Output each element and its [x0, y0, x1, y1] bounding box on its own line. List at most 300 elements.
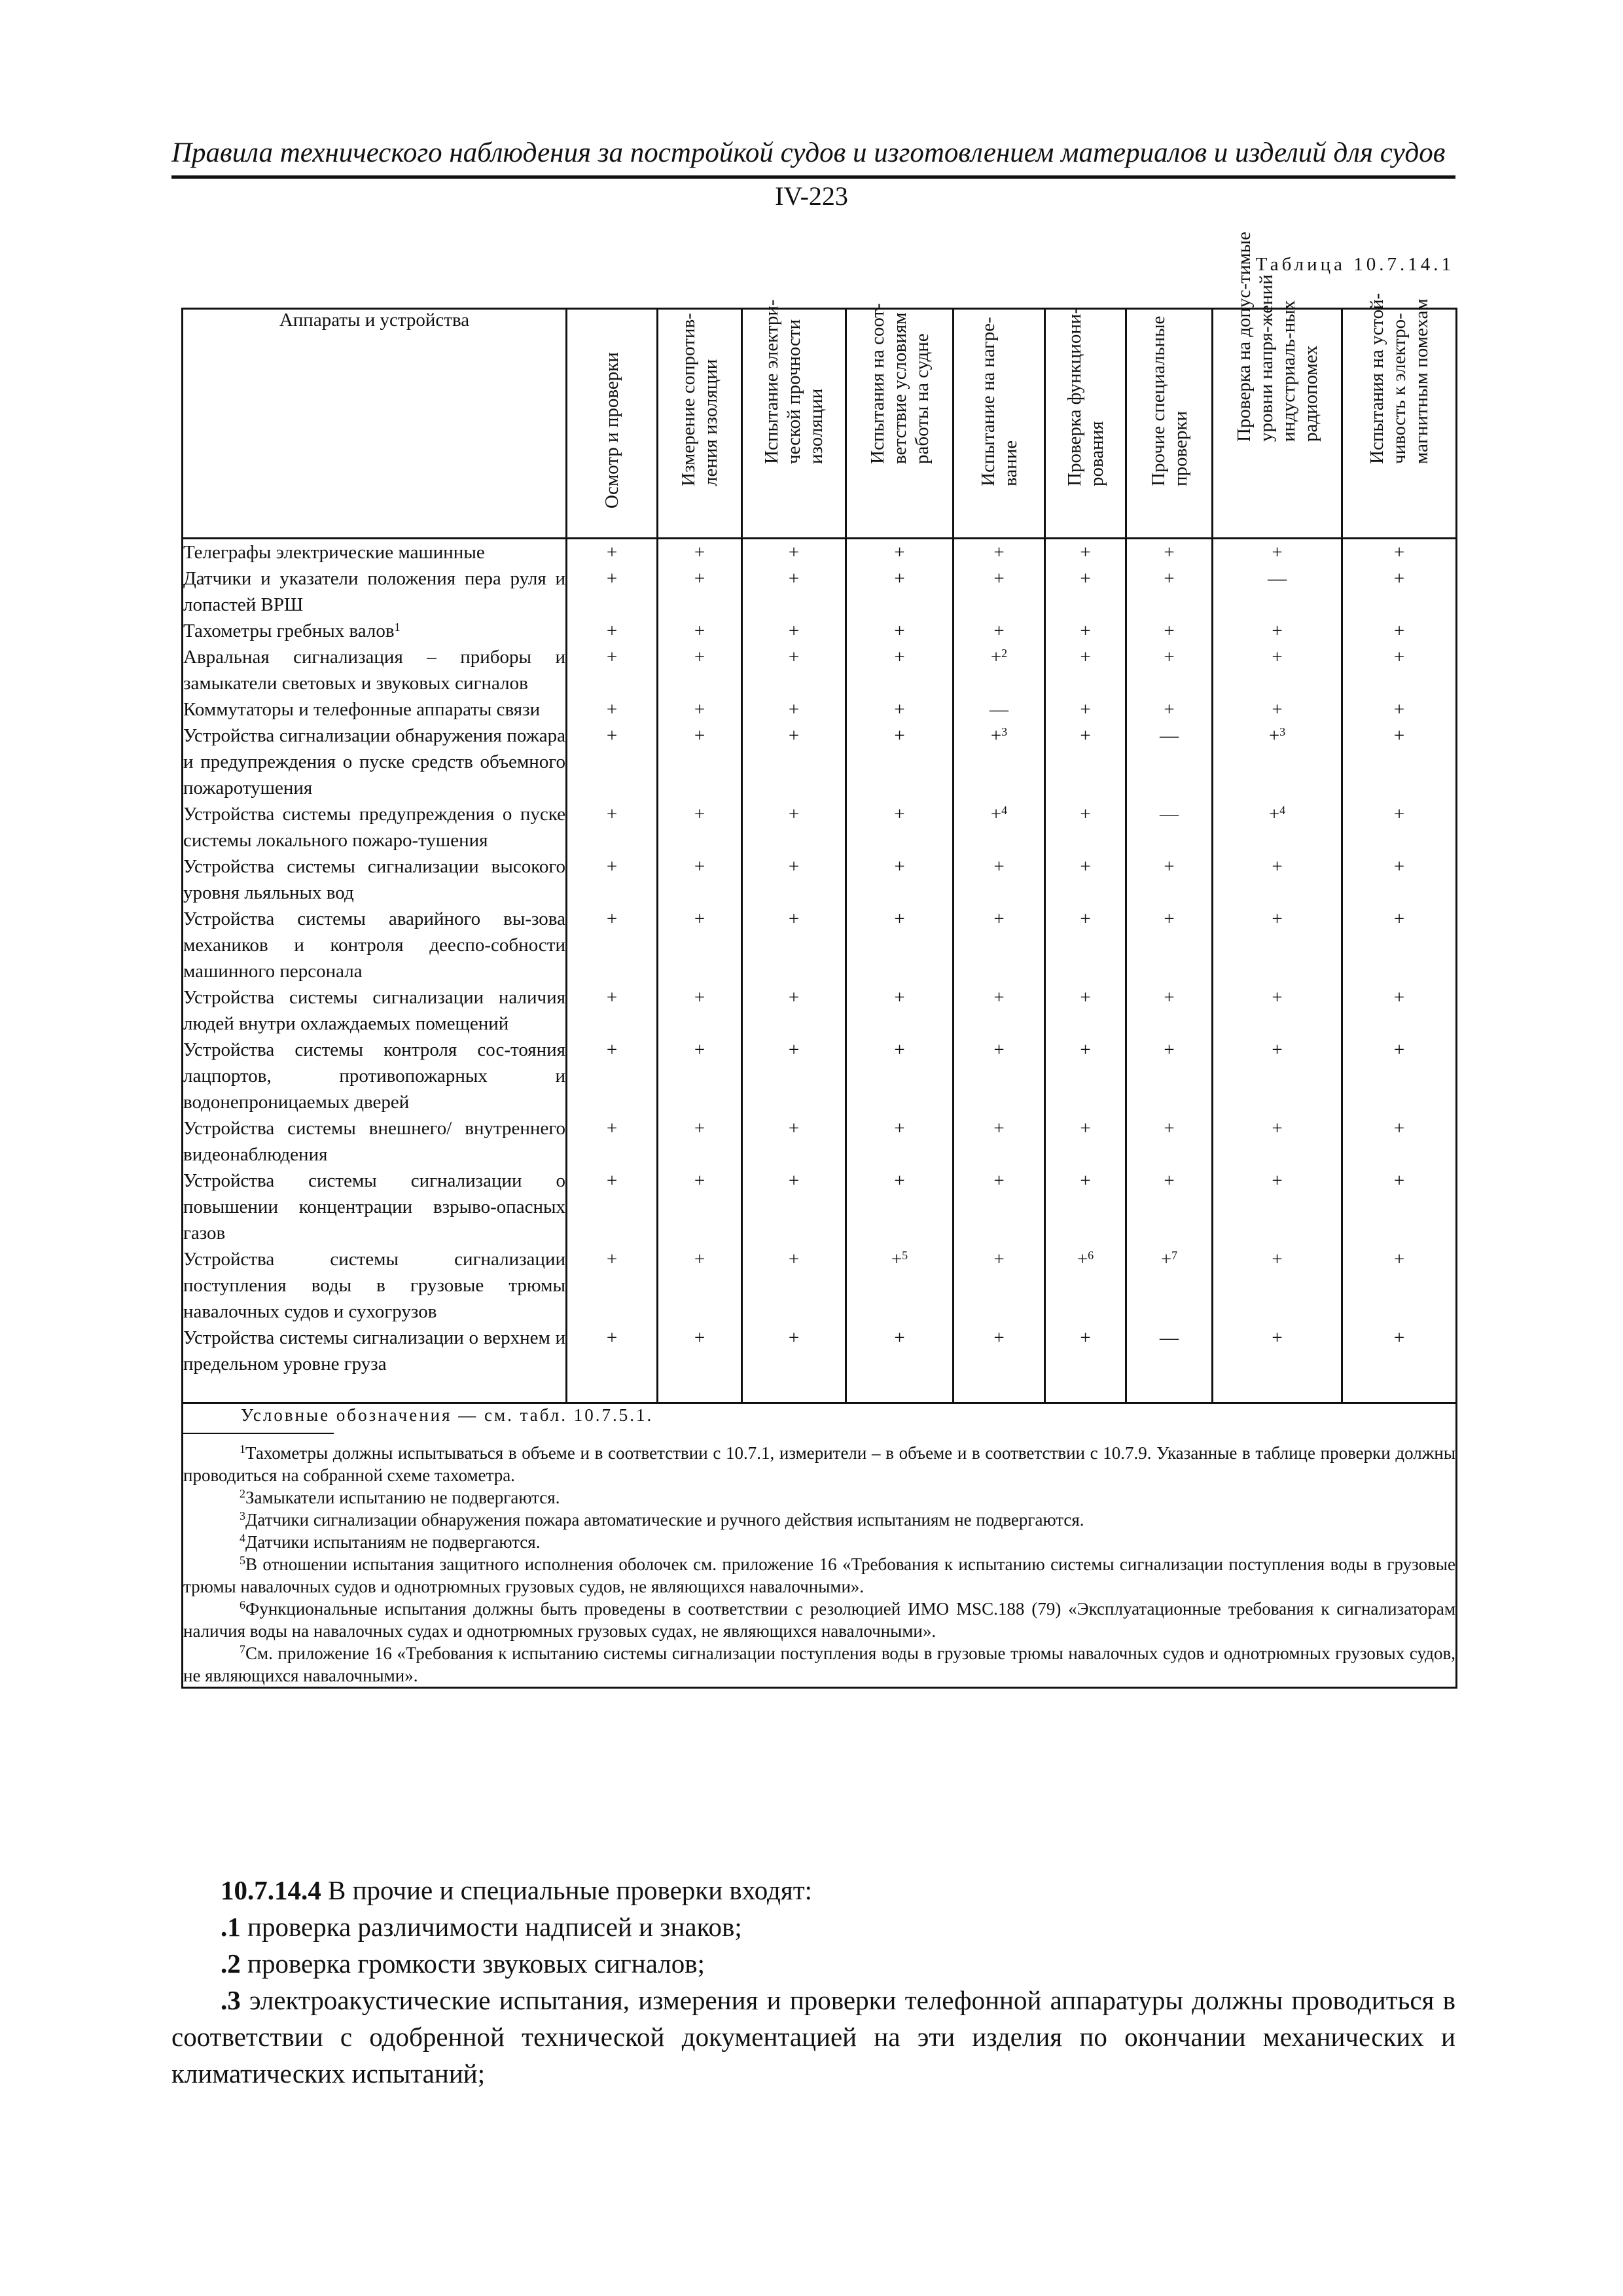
footnote-number: 3 — [240, 1509, 245, 1522]
mark-symbol: + — [894, 542, 905, 563]
mark-cell — [1045, 1168, 1126, 1246]
mark-symbol: + — [788, 699, 800, 720]
mark-symbol: + — [788, 1118, 800, 1139]
mark-symbol: + — [694, 1039, 705, 1060]
column-header-label: Испытание на нагре-вание — [977, 317, 1021, 486]
mark-symbol: + — [694, 725, 705, 746]
paragraph-text: проверка громкости звуковых сигналов; — [240, 1948, 705, 1979]
mark-symbol: + — [1080, 1327, 1091, 1348]
mark-symbol: + — [1080, 1118, 1091, 1139]
mark-symbol: + — [1268, 725, 1280, 746]
mark-symbol: + — [1164, 620, 1175, 641]
device-name-text: Устройства сигнализации обнаружения пожара и предупреждения о пуске средств объемного пожаротушения — [183, 725, 565, 798]
footnote-ref: 4 — [1279, 804, 1286, 817]
mark-cell — [954, 1168, 1045, 1246]
mark-symbol: + — [1164, 568, 1175, 589]
mark-symbol: — — [1160, 804, 1179, 825]
mark-cell — [846, 696, 954, 723]
mark-cell — [846, 565, 954, 618]
mark-cell — [954, 853, 1045, 906]
table-row — [183, 1168, 1457, 1246]
mark-cell — [1126, 539, 1213, 566]
mark-symbol: + — [894, 987, 905, 1008]
mark-symbol: + — [694, 647, 705, 668]
mark-cell — [1342, 1115, 1457, 1168]
device-name-text: Телеграфы электрические машинные — [183, 542, 485, 563]
mark-symbol: + — [1272, 987, 1283, 1008]
mark-symbol: + — [1080, 647, 1091, 668]
mark-symbol: + — [1164, 1118, 1175, 1139]
table-row — [183, 1325, 1457, 1403]
mark-cell — [742, 1037, 846, 1115]
mark-cell — [658, 984, 742, 1037]
mark-cell — [1342, 565, 1457, 618]
column-header — [954, 309, 1045, 539]
mark-symbol: + — [894, 725, 905, 746]
device-name — [183, 723, 567, 801]
body-paragraph — [171, 1872, 1455, 1909]
device-name-text: Устройства системы внешнего/ внутреннего видеонаблюдения — [183, 1118, 565, 1165]
mark-cell — [658, 696, 742, 723]
footnote-number: 7 — [240, 1643, 245, 1656]
mark-cell — [1126, 618, 1213, 644]
mark-cell — [1045, 1115, 1126, 1168]
mark-cell — [742, 723, 846, 801]
mark-symbol: + — [1272, 1249, 1283, 1270]
mark-cell — [1126, 906, 1213, 984]
mark-symbol: + — [606, 542, 618, 563]
mark-symbol: + — [788, 804, 800, 825]
mark-symbol: + — [1272, 542, 1283, 563]
device-name — [183, 801, 567, 853]
corner-header: Аппараты и устройства — [183, 309, 567, 539]
mark-symbol: + — [1272, 1039, 1283, 1060]
mark-symbol: + — [1393, 620, 1405, 641]
mark-cell — [846, 1115, 954, 1168]
mark-cell — [1342, 853, 1457, 906]
mark-cell — [742, 696, 846, 723]
mark-symbol: + — [694, 699, 705, 720]
device-name-text: Устройства системы сигнализации высокого уровня льяльных вод — [183, 856, 565, 903]
mark-symbol: + — [891, 1249, 902, 1270]
device-name — [183, 618, 567, 644]
mark-symbol: + — [1080, 725, 1091, 746]
mark-cell — [567, 723, 658, 801]
footnote-text: Датчики испытаниям не подвергаются. — [245, 1532, 541, 1552]
mark-cell — [658, 644, 742, 696]
column-header — [742, 299, 846, 539]
mark-cell — [567, 565, 658, 618]
mark-cell — [1045, 644, 1126, 696]
mark-cell — [846, 1037, 954, 1115]
mark-symbol: + — [1164, 856, 1175, 877]
mark-cell — [846, 984, 954, 1037]
footnote-ref: 1 — [394, 620, 401, 634]
mark-symbol: + — [1272, 620, 1283, 641]
column-header-label: Осмотр и проверки — [601, 352, 622, 509]
column-header — [1213, 232, 1342, 539]
mark-symbol: + — [1393, 1249, 1405, 1270]
mark-symbol: + — [606, 1039, 618, 1060]
mark-symbol: + — [1268, 804, 1280, 825]
mark-symbol: + — [1272, 647, 1283, 668]
table-row — [183, 723, 1457, 801]
column-header-label: Проверка на допус-тимые уровни напря-жений индустриаль-ных радиопомех — [1233, 232, 1321, 442]
mark-symbol: + — [606, 1170, 618, 1191]
mark-cell — [1045, 801, 1126, 853]
mark-cell — [1342, 1246, 1457, 1325]
mark-symbol: + — [1164, 908, 1175, 929]
mark-cell — [1213, 1325, 1342, 1403]
body-paragraph — [171, 1909, 1455, 1945]
mark-cell — [1342, 696, 1457, 723]
mark-cell — [1126, 801, 1213, 853]
column-header-label: Проверка функциони-рования — [1063, 307, 1107, 486]
column-header-label: Испытания на устой-чивость к электро-магнитным помехам — [1366, 293, 1432, 464]
mark-symbol: + — [606, 699, 618, 720]
mark-symbol: + — [894, 1170, 905, 1191]
mark-cell — [1126, 644, 1213, 696]
mark-cell — [1126, 696, 1213, 723]
mark-cell — [567, 984, 658, 1037]
mark-cell — [1126, 1246, 1213, 1325]
footnote-number: 1 — [240, 1443, 245, 1456]
mark-symbol: + — [606, 1249, 618, 1270]
footnote-text: Замыкатели испытанию не подвергаются. — [245, 1488, 560, 1507]
mark-cell — [1045, 1037, 1126, 1115]
mark-symbol: + — [1164, 542, 1175, 563]
mark-cell — [954, 984, 1045, 1037]
mark-cell — [742, 539, 846, 566]
footnote-ref: 2 — [1001, 647, 1008, 660]
mark-symbol: + — [694, 1118, 705, 1139]
mark-symbol: + — [1272, 1170, 1283, 1191]
device-name-text: Устройства системы аварийного вы-зова механиков и контроля дееспо-собности машинного персонала — [183, 908, 565, 982]
mark-cell — [1126, 1325, 1213, 1403]
mark-cell — [567, 1037, 658, 1115]
mark-cell — [658, 1246, 742, 1325]
mark-cell — [954, 1325, 1045, 1403]
table-caption: Таблица 10.7.14.1 — [1255, 254, 1454, 275]
device-name — [183, 1325, 567, 1403]
device-name-text: Коммутаторы и телефонные аппараты связи — [183, 699, 541, 720]
mark-cell — [846, 618, 954, 644]
mark-symbol: + — [1393, 1118, 1405, 1139]
column-header — [1045, 309, 1126, 539]
mark-cell — [846, 723, 954, 801]
mark-cell — [1213, 984, 1342, 1037]
footnote — [183, 1598, 1455, 1642]
footnote-number: 4 — [240, 1532, 245, 1545]
mark-symbol: + — [1164, 1170, 1175, 1191]
mark-cell — [742, 801, 846, 853]
mark-symbol: + — [694, 1249, 705, 1270]
column-header-label: Измерение сопротив-ления изоляции — [678, 313, 721, 486]
mark-cell — [567, 644, 658, 696]
mark-symbol: + — [694, 568, 705, 589]
table-row — [183, 1246, 1457, 1325]
mark-cell — [1342, 1325, 1457, 1403]
mark-symbol: + — [993, 856, 1005, 877]
mark-symbol: + — [788, 1249, 800, 1270]
mark-cell — [742, 1168, 846, 1246]
mark-symbol: + — [788, 542, 800, 563]
mark-symbol: — — [1160, 1327, 1179, 1348]
table-row — [183, 984, 1457, 1037]
mark-cell — [742, 565, 846, 618]
footnote-text: Тахометры должны испытываться в объеме и в соответствии с 10.7.1, измерители – в объеме и в соответствии с 10.7.9. Указанные в таблице проверки должны проводиться на собранной схеме тахометра. — [183, 1443, 1455, 1485]
mark-cell — [567, 1168, 658, 1246]
table-row — [183, 644, 1457, 696]
mark-cell — [742, 1246, 846, 1325]
mark-symbol: + — [1393, 725, 1405, 746]
table-row — [183, 565, 1457, 618]
mark-cell — [954, 696, 1045, 723]
footnote — [183, 1553, 1455, 1598]
column-header — [1342, 293, 1457, 539]
mark-symbol: + — [894, 620, 905, 641]
mark-symbol: + — [606, 725, 618, 746]
mark-cell — [1126, 984, 1213, 1037]
mark-symbol: + — [694, 987, 705, 1008]
mark-symbol: + — [1080, 542, 1091, 563]
mark-cell — [846, 906, 954, 984]
running-header: Правила технического наблюдения за постройкой судов и изготовлением материалов и изделий для судов — [171, 137, 1446, 168]
device-name — [183, 1246, 567, 1325]
device-name — [183, 539, 567, 566]
mark-symbol: + — [788, 568, 800, 589]
mark-symbol: — — [1160, 725, 1179, 746]
footnote-number: 2 — [240, 1487, 245, 1500]
footnote — [183, 1642, 1455, 1687]
mark-symbol: + — [894, 647, 905, 668]
device-name-text: Устройства системы сигнализации о повышении концентрации взрыво-опасных газов — [183, 1170, 565, 1244]
mark-symbol: + — [993, 542, 1005, 563]
mark-symbol: + — [894, 908, 905, 929]
mark-cell — [954, 1037, 1045, 1115]
footnote-text: Функциональные испытания должны быть проведены в соответствии с резолюцией ИМО MSC.188 (79) «Эксплуатационные требования к сигнализаторам наличия воды на навалочных судах и однотрюмных грузовых судах, не являющихся навалочными». — [183, 1599, 1455, 1641]
mark-symbol: + — [606, 987, 618, 1008]
mark-symbol: + — [990, 804, 1002, 825]
mark-cell — [1045, 984, 1126, 1037]
mark-cell — [567, 696, 658, 723]
mark-cell — [846, 644, 954, 696]
mark-symbol: + — [1080, 908, 1091, 929]
table-row — [183, 1037, 1457, 1115]
footnotes — [183, 1442, 1455, 1687]
mark-symbol: + — [788, 908, 800, 929]
device-name-text: Тахометры гребных валов — [183, 620, 395, 641]
mark-cell — [1045, 853, 1126, 906]
mark-symbol: + — [894, 856, 905, 877]
paragraph-number: .2 — [221, 1948, 241, 1979]
mark-cell — [1213, 618, 1342, 644]
mark-symbol: + — [606, 647, 618, 668]
mark-cell — [954, 644, 1045, 696]
mark-symbol: + — [993, 1327, 1005, 1348]
mark-symbol: + — [1393, 542, 1405, 563]
mark-cell — [1342, 1037, 1457, 1115]
mark-cell — [954, 1115, 1045, 1168]
mark-symbol: + — [993, 1249, 1005, 1270]
mark-cell — [1045, 565, 1126, 618]
mark-cell — [1045, 696, 1126, 723]
paragraph-number: .3 — [221, 1985, 241, 2015]
mark-cell — [1342, 906, 1457, 984]
mark-cell — [567, 853, 658, 906]
column-header — [567, 309, 658, 539]
mark-symbol: + — [990, 725, 1002, 746]
mark-cell — [954, 539, 1045, 566]
mark-cell — [1342, 801, 1457, 853]
footnote-ref: 7 — [1171, 1249, 1178, 1262]
body-text — [171, 1872, 1455, 2092]
mark-cell — [658, 1168, 742, 1246]
mark-symbol: + — [894, 1039, 905, 1060]
table-row — [183, 801, 1457, 853]
mark-cell — [567, 906, 658, 984]
mark-symbol: + — [606, 568, 618, 589]
device-name-text: Устройства системы предупреждения о пуске системы локального пожаро-тушения — [183, 804, 565, 851]
footnote — [183, 1509, 1455, 1531]
mark-symbol: + — [993, 1118, 1005, 1139]
mark-symbol: + — [1393, 1039, 1405, 1060]
mark-symbol: + — [788, 1170, 800, 1191]
page-number: IV-223 — [775, 181, 848, 211]
mark-symbol: + — [993, 620, 1005, 641]
mark-symbol: + — [1393, 804, 1405, 825]
mark-symbol: — — [990, 699, 1008, 720]
mark-cell — [1342, 984, 1457, 1037]
mark-cell — [658, 1037, 742, 1115]
paragraph-text: проверка различимости надписей и знаков; — [240, 1912, 742, 1942]
mark-symbol: + — [1272, 856, 1283, 877]
footnote — [183, 1531, 1455, 1553]
mark-symbol: + — [1164, 647, 1175, 668]
device-name — [183, 644, 567, 696]
mark-symbol: + — [1164, 699, 1175, 720]
mark-cell — [658, 1325, 742, 1403]
column-header — [658, 309, 742, 539]
mark-cell — [1213, 906, 1342, 984]
mark-symbol: + — [694, 908, 705, 929]
mark-cell — [658, 539, 742, 566]
mark-cell — [658, 906, 742, 984]
footnote-number: 5 — [240, 1554, 245, 1567]
mark-cell — [1126, 1168, 1213, 1246]
table-notes — [183, 1403, 1457, 1688]
mark-symbol: + — [694, 620, 705, 641]
mark-cell — [1045, 723, 1126, 801]
mark-cell — [846, 539, 954, 566]
mark-cell — [658, 853, 742, 906]
mark-symbol: + — [993, 987, 1005, 1008]
mark-symbol: + — [1164, 1039, 1175, 1060]
header-rule — [171, 175, 1455, 179]
mark-symbol: + — [1164, 987, 1175, 1008]
mark-cell — [846, 1246, 954, 1325]
footnote-number: 6 — [240, 1598, 245, 1611]
mark-cell — [742, 853, 846, 906]
footnote-ref: 3 — [1001, 725, 1008, 738]
device-name-text: Устройства системы контроля сос-тояния лацпортов, противопожарных и водонепроницаемых дверей — [183, 1039, 565, 1113]
column-header-label: Испытания на соот-ветствие условиям работы на судне — [866, 303, 933, 464]
mark-cell — [1213, 801, 1342, 853]
table-row — [183, 906, 1457, 984]
column-header-label: Испытание электри-ческой прочности изоляции — [761, 299, 827, 464]
mark-symbol: + — [788, 1039, 800, 1060]
paragraph-number: .1 — [221, 1912, 241, 1942]
mark-symbol: + — [1080, 987, 1091, 1008]
mark-symbol: + — [1393, 1327, 1405, 1348]
device-name — [183, 984, 567, 1037]
column-header-label: Прочие специальные проверки — [1147, 315, 1191, 486]
mark-symbol: + — [1272, 699, 1283, 720]
legend-note: Условные обозначения — см. табл. 10.7.5.1. — [241, 1405, 654, 1425]
mark-cell — [742, 906, 846, 984]
mark-cell — [954, 618, 1045, 644]
mark-cell — [567, 1325, 658, 1403]
device-name-text: Авральная сигнализация – приборы и замыкатели световых и звуковых сигналов — [183, 647, 565, 694]
mark-cell — [1126, 565, 1213, 618]
mark-symbol: + — [1080, 620, 1091, 641]
mark-cell — [1213, 1168, 1342, 1246]
mark-cell — [846, 801, 954, 853]
footnote-ref: 4 — [1001, 804, 1008, 817]
mark-cell — [1045, 618, 1126, 644]
mark-cell — [742, 618, 846, 644]
footnote — [183, 1486, 1455, 1509]
device-name — [183, 565, 567, 618]
mark-cell — [1342, 723, 1457, 801]
mark-symbol: + — [1393, 987, 1405, 1008]
column-header — [846, 303, 954, 539]
mark-cell — [658, 1115, 742, 1168]
mark-symbol: + — [788, 1327, 800, 1348]
mark-cell — [1342, 1168, 1457, 1246]
mark-symbol: + — [1080, 1170, 1091, 1191]
mark-symbol: + — [788, 725, 800, 746]
mark-symbol: + — [606, 908, 618, 929]
mark-cell — [1213, 853, 1342, 906]
mark-cell — [1045, 539, 1126, 566]
mark-symbol: + — [1080, 856, 1091, 877]
mark-symbol: + — [993, 1039, 1005, 1060]
mark-symbol: + — [1393, 1170, 1405, 1191]
body-paragraph — [171, 1945, 1455, 1982]
mark-cell — [954, 906, 1045, 984]
table-row — [183, 1115, 1457, 1168]
mark-symbol: + — [606, 1118, 618, 1139]
mark-cell — [846, 853, 954, 906]
mark-cell — [658, 723, 742, 801]
mark-symbol: + — [1393, 699, 1405, 720]
device-name — [183, 1168, 567, 1246]
mark-cell — [567, 1115, 658, 1168]
mark-cell — [1126, 723, 1213, 801]
footnote-text: Датчики сигнализации обнаружения пожара автоматические и ручного действия испытаниям не подвергаются. — [245, 1510, 1084, 1530]
mark-symbol: + — [1080, 699, 1091, 720]
device-name — [183, 1115, 567, 1168]
mark-symbol: + — [606, 1327, 618, 1348]
mark-cell — [1213, 696, 1342, 723]
mark-symbol: + — [694, 542, 705, 563]
mark-cell — [954, 1246, 1045, 1325]
mark-symbol: + — [894, 1327, 905, 1348]
mark-symbol: + — [788, 856, 800, 877]
mark-symbol: + — [694, 1170, 705, 1191]
footnote-ref: 3 — [1279, 725, 1286, 738]
